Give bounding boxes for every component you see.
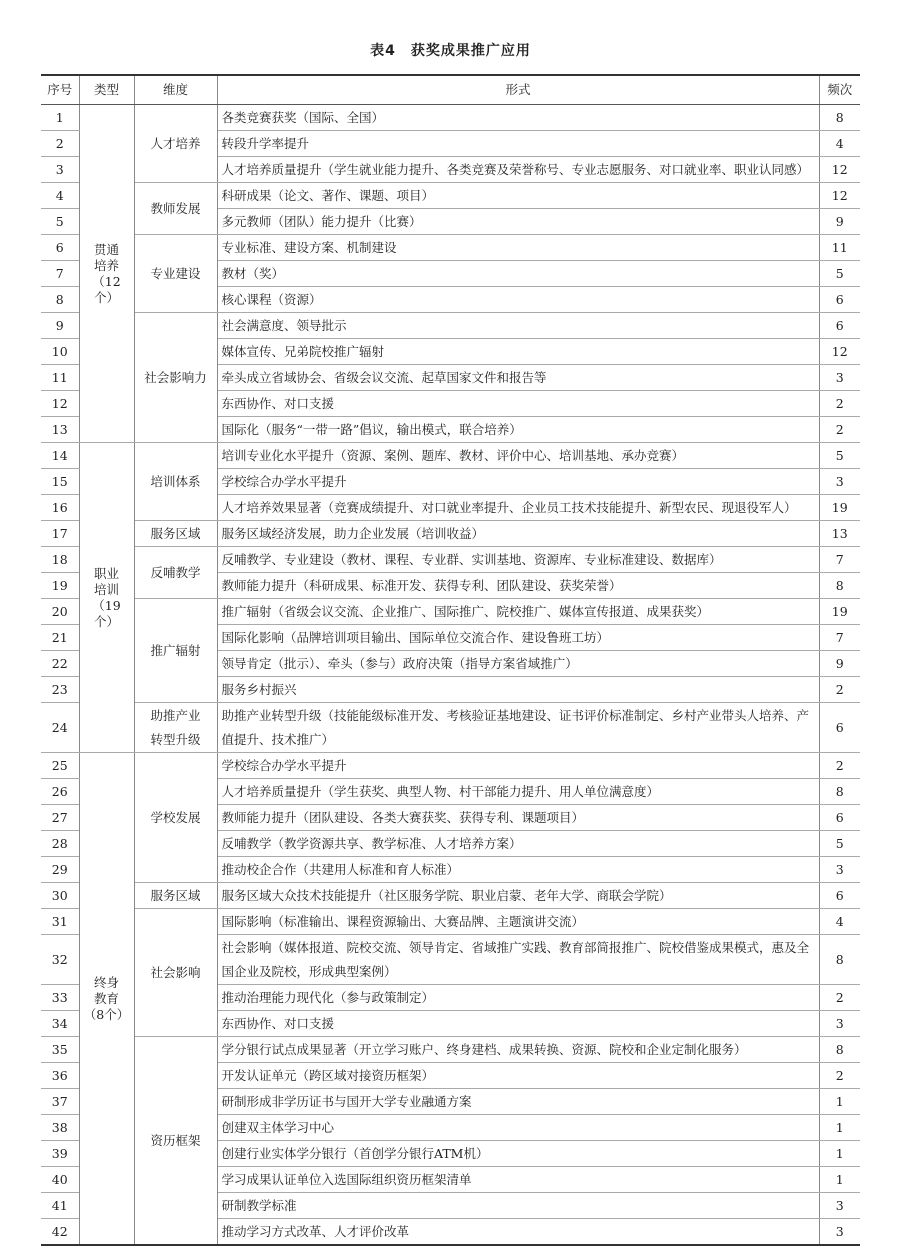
header-row xyxy=(41,75,860,105)
row-number: 7 xyxy=(41,261,79,287)
form-cell: 推广辐射（省级会议交流、企业推广、国际推广、院校推广、媒体宣传报道、成果获奖） xyxy=(217,599,819,625)
form-cell: 学习成果认证单位入选国际组织资历框架清单 xyxy=(217,1167,819,1193)
category-type xyxy=(79,105,134,443)
frequency-cell: 3 xyxy=(819,469,860,495)
row-number: 20 xyxy=(41,599,79,625)
row-number: 38 xyxy=(41,1115,79,1141)
frequency-cell: 19 xyxy=(819,599,860,625)
row-number: 11 xyxy=(41,365,79,391)
dimension-cell xyxy=(134,599,217,703)
table-row xyxy=(41,883,860,909)
dimension-cell xyxy=(134,1037,217,1246)
dimension-label: 人才培养 xyxy=(150,135,201,151)
form-cell: 培训专业化水平提升（资源、案例、题库、教材、评价中心、培训基地、承办竞赛） xyxy=(217,443,819,469)
row-number: 3 xyxy=(41,157,79,183)
row-number: 26 xyxy=(41,779,79,805)
frequency-cell: 2 xyxy=(819,677,860,703)
awards-table xyxy=(41,74,860,1246)
frequency-cell: 5 xyxy=(819,443,860,469)
row-number: 33 xyxy=(41,985,79,1011)
dimension-cell xyxy=(134,547,217,599)
frequency-cell: 8 xyxy=(819,573,860,599)
frequency-cell: 3 xyxy=(819,857,860,883)
table-row xyxy=(41,547,860,573)
frequency-cell: 6 xyxy=(819,805,860,831)
category-type-line: （12个） xyxy=(92,273,121,305)
table-row xyxy=(41,753,860,779)
form-cell: 学校综合办学水平提升 xyxy=(217,753,819,779)
form-cell: 媒体宣传、兄弟院校推广辐射 xyxy=(217,339,819,365)
dimension-label: 专业建设 xyxy=(150,265,201,281)
frequency-cell: 12 xyxy=(819,183,860,209)
table-row xyxy=(41,235,860,261)
row-number: 42 xyxy=(41,1219,79,1246)
frequency-cell: 11 xyxy=(819,235,860,261)
dimension-cell xyxy=(134,753,217,883)
form-cell: 人才培养质量提升（学生就业能力提升、各类竞赛及荣誉称号、专业志愿服务、对口就业率、职业认同感） xyxy=(217,157,819,183)
row-number: 14 xyxy=(41,443,79,469)
category-type-line: 教育 xyxy=(93,990,119,1006)
form-cell: 研制教学标准 xyxy=(217,1193,819,1219)
row-number: 30 xyxy=(41,883,79,909)
form-cell: 社会满意度、领导批示 xyxy=(217,313,819,339)
frequency-cell: 4 xyxy=(819,909,860,935)
form-cell: 牵头成立省域协会、省级会议交流、起草国家文件和报告等 xyxy=(217,365,819,391)
frequency-cell: 3 xyxy=(819,1011,860,1037)
row-number: 18 xyxy=(41,547,79,573)
row-number: 28 xyxy=(41,831,79,857)
form-cell: 研制形成非学历证书与国开大学专业融通方案 xyxy=(217,1089,819,1115)
dimension-cell xyxy=(134,183,217,235)
form-cell: 推动治理能力现代化（参与政策制定） xyxy=(217,985,819,1011)
frequency-cell: 8 xyxy=(819,779,860,805)
row-number: 40 xyxy=(41,1167,79,1193)
form-cell: 核心课程（资源） xyxy=(217,287,819,313)
dimension-cell xyxy=(134,105,217,183)
row-number: 19 xyxy=(41,573,79,599)
row-number: 23 xyxy=(41,677,79,703)
header-type: 类型 xyxy=(79,75,134,105)
row-number: 36 xyxy=(41,1063,79,1089)
dimension-cell xyxy=(134,313,217,443)
frequency-cell: 8 xyxy=(819,935,860,985)
form-cell: 领导肯定（批示）、牵头（参与）政府决策（指导方案省域推广） xyxy=(217,651,819,677)
row-number: 21 xyxy=(41,625,79,651)
category-type xyxy=(79,443,134,753)
row-number: 29 xyxy=(41,857,79,883)
form-cell: 各类竞赛获奖（国际、全国） xyxy=(217,105,819,131)
table-row xyxy=(41,443,860,469)
dimension-cell xyxy=(134,521,217,547)
form-cell: 反哺教学（教学资源共享、教学标准、人才培养方案） xyxy=(217,831,819,857)
form-cell: 服务区域大众技术技能提升（社区服务学院、职业启蒙、老年大学、商联会学院） xyxy=(217,883,819,909)
form-cell: 学分银行试点成果显著（开立学习账户、终身建档、成果转换、资源、院校和企业定制化服务） xyxy=(217,1037,819,1063)
frequency-cell: 8 xyxy=(819,105,860,131)
row-number: 34 xyxy=(41,1011,79,1037)
dimension-label: 学校发展 xyxy=(150,809,201,825)
header-form: 形式 xyxy=(217,75,819,105)
dimension-cell xyxy=(134,235,217,313)
frequency-cell: 6 xyxy=(819,287,860,313)
row-number: 10 xyxy=(41,339,79,365)
form-cell: 东西协作、对口支援 xyxy=(217,1011,819,1037)
frequency-cell: 4 xyxy=(819,131,860,157)
row-number: 15 xyxy=(41,469,79,495)
form-cell: 服务区域经济发展，助力企业发展（培训收益） xyxy=(217,521,819,547)
header-dimension: 维度 xyxy=(134,75,217,105)
frequency-cell: 5 xyxy=(819,831,860,857)
form-cell: 学校综合办学水平提升 xyxy=(217,469,819,495)
row-number: 39 xyxy=(41,1141,79,1167)
frequency-cell: 6 xyxy=(819,703,860,753)
row-number: 27 xyxy=(41,805,79,831)
frequency-cell: 1 xyxy=(819,1167,860,1193)
form-cell: 国际化影响（品牌培训项目输出、国际单位交流合作、建设鲁班工坊） xyxy=(217,625,819,651)
category-type xyxy=(79,753,134,1246)
row-number: 22 xyxy=(41,651,79,677)
dimension-label: 培训体系 xyxy=(150,473,201,489)
frequency-cell: 9 xyxy=(819,209,860,235)
frequency-cell: 2 xyxy=(819,417,860,443)
form-cell: 转段升学率提升 xyxy=(217,131,819,157)
category-type-line: 终身 xyxy=(93,974,119,990)
frequency-cell: 1 xyxy=(819,1141,860,1167)
category-type-line: 贯通 xyxy=(93,241,119,257)
form-cell: 开发认证单元（跨区域对接资历框架） xyxy=(217,1063,819,1089)
frequency-cell: 19 xyxy=(819,495,860,521)
dimension-label: 社会影响 xyxy=(150,964,201,980)
frequency-cell: 6 xyxy=(819,883,860,909)
dimension-cell xyxy=(134,883,217,909)
dimension-cell xyxy=(134,909,217,1037)
frequency-cell: 6 xyxy=(819,313,860,339)
frequency-cell: 12 xyxy=(819,339,860,365)
table-row xyxy=(41,909,860,935)
table-row xyxy=(41,521,860,547)
header-frequency: 频次 xyxy=(819,75,860,105)
frequency-cell: 8 xyxy=(819,1037,860,1063)
frequency-cell: 2 xyxy=(819,1063,860,1089)
row-number: 25 xyxy=(41,753,79,779)
table-row xyxy=(41,1037,860,1063)
frequency-cell: 2 xyxy=(819,985,860,1011)
row-number: 16 xyxy=(41,495,79,521)
form-cell: 社会影响（媒体报道、院校交流、领导肯定、省域推广实践、教育部简报推广、院校借鉴成果模式，惠及全国企业及院校，形成典型案例） xyxy=(217,935,819,985)
form-cell: 创建行业实体学分银行（首创学分银行ATM机） xyxy=(217,1141,819,1167)
dimension-label: 服务区域 xyxy=(150,887,201,903)
frequency-cell: 3 xyxy=(819,1219,860,1246)
form-cell: 多元教师（团队）能力提升（比赛） xyxy=(217,209,819,235)
header-no: 序号 xyxy=(41,75,79,105)
form-cell: 推动学习方式改革、人才评价改革 xyxy=(217,1219,819,1246)
form-cell: 国际化（服务“一带一路”倡议，输出模式，联合培养） xyxy=(217,417,819,443)
frequency-cell: 1 xyxy=(819,1089,860,1115)
row-number: 4 xyxy=(41,183,79,209)
row-number: 1 xyxy=(41,105,79,131)
form-cell: 人才培养质量提升（学生获奖、典型人物、村干部能力提升、用人单位满意度） xyxy=(217,779,819,805)
dimension-cell xyxy=(134,703,217,753)
frequency-cell: 9 xyxy=(819,651,860,677)
row-number: 2 xyxy=(41,131,79,157)
form-cell: 东西协作、对口支援 xyxy=(217,391,819,417)
table-row xyxy=(41,105,860,131)
form-cell: 推动校企合作（共建用人标准和育人标准） xyxy=(217,857,819,883)
category-type-line: （8个） xyxy=(83,1006,130,1022)
dimension-label: 推广辐射 xyxy=(150,642,201,658)
row-number: 9 xyxy=(41,313,79,339)
frequency-cell: 13 xyxy=(819,521,860,547)
frequency-cell: 7 xyxy=(819,625,860,651)
row-number: 31 xyxy=(41,909,79,935)
category-type-line: （19个） xyxy=(92,597,121,629)
form-cell: 科研成果（论文、著作、课题、项目） xyxy=(217,183,819,209)
row-number: 32 xyxy=(41,935,79,985)
form-cell: 人才培养效果显著（竞赛成绩提升、对口就业率提升、企业员工技术技能提升、新型农民、现退役军人） xyxy=(217,495,819,521)
row-number: 17 xyxy=(41,521,79,547)
form-cell: 教师能力提升（科研成果、标准开发、获得专利、团队建设、获奖荣誉） xyxy=(217,573,819,599)
dimension-label: 反哺教学 xyxy=(150,564,201,580)
frequency-cell: 3 xyxy=(819,365,860,391)
form-cell: 创建双主体学习中心 xyxy=(217,1115,819,1141)
dimension-label: 助推产业 xyxy=(150,707,201,723)
frequency-cell: 5 xyxy=(819,261,860,287)
form-cell: 专业标准、建设方案、机制建设 xyxy=(217,235,819,261)
form-cell: 国际影响（标准输出、课程资源输出、大赛品牌、主题演讲交流） xyxy=(217,909,819,935)
row-number: 37 xyxy=(41,1089,79,1115)
table-row xyxy=(41,599,860,625)
form-cell: 教师能力提升（团队建设、各类大赛获奖、获得专利、课题项目） xyxy=(217,805,819,831)
row-number: 6 xyxy=(41,235,79,261)
frequency-cell: 12 xyxy=(819,157,860,183)
category-type-line: 职业 xyxy=(93,565,119,581)
category-type-line: 培养 xyxy=(93,257,119,273)
row-number: 5 xyxy=(41,209,79,235)
form-cell: 服务乡村振兴 xyxy=(217,677,819,703)
form-cell: 反哺教学、专业建设（教材、课程、专业群、实训基地、资源库、专业标准建设、数据库） xyxy=(217,547,819,573)
dimension-label: 转型升级 xyxy=(150,731,201,747)
table-row xyxy=(41,313,860,339)
table-row xyxy=(41,183,860,209)
category-type-line: 培训 xyxy=(93,581,119,597)
dimension-cell xyxy=(134,443,217,521)
form-cell: 助推产业转型升级（技能能级标准开发、考核验证基地建设、证书评价标准制定、乡村产业带头人培养、产值提升、技术推广） xyxy=(217,703,819,753)
table-row xyxy=(41,703,860,753)
dimension-label: 教师发展 xyxy=(150,200,201,216)
frequency-cell: 3 xyxy=(819,1193,860,1219)
frequency-cell: 2 xyxy=(819,391,860,417)
frequency-cell: 1 xyxy=(819,1115,860,1141)
row-number: 24 xyxy=(41,703,79,753)
row-number: 13 xyxy=(41,417,79,443)
table-title: 表4 获奖成果推广应用 xyxy=(370,43,531,59)
table-body xyxy=(41,105,860,1246)
frequency-cell: 7 xyxy=(819,547,860,573)
row-number: 41 xyxy=(41,1193,79,1219)
dimension-label: 资历框架 xyxy=(150,1132,201,1148)
row-number: 8 xyxy=(41,287,79,313)
frequency-cell: 2 xyxy=(819,753,860,779)
row-number: 12 xyxy=(41,391,79,417)
dimension-label: 服务区域 xyxy=(150,525,201,541)
row-number: 35 xyxy=(41,1037,79,1063)
form-cell: 教材（奖） xyxy=(217,261,819,287)
dimension-label: 社会影响力 xyxy=(144,369,207,385)
